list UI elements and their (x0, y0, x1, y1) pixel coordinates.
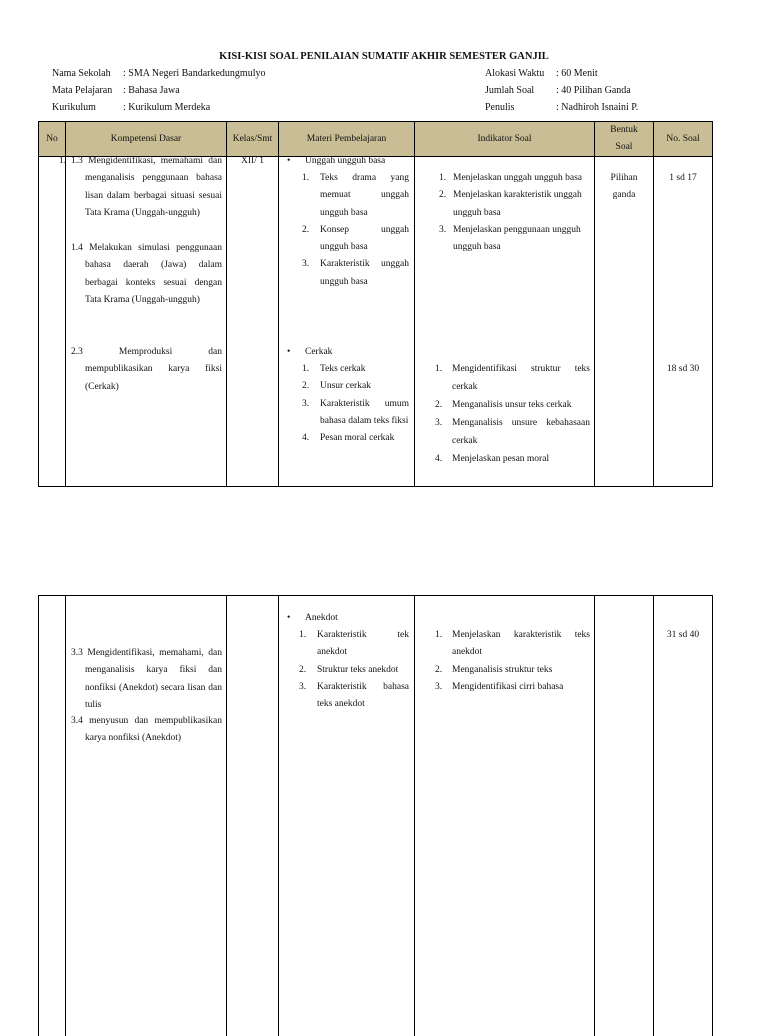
list-item: 4. Pesan moral cerkak (302, 433, 395, 444)
meta-curriculum (52, 102, 210, 113)
header-no: No (46, 133, 58, 144)
list-item: 3. Karakteristik umum bahasa dalam teks fiksi (302, 398, 409, 426)
row3-material-head: • Anekdot (287, 613, 338, 623)
meta-label: Mata Pelajaran (52, 85, 113, 96)
meta-value: : SMA Negeri Bandarkedungmulyo (123, 68, 266, 79)
meta-author (485, 102, 638, 113)
meta-subject (52, 85, 180, 96)
list-item: 2. Menganalisis unsur teks cerkak (435, 400, 572, 410)
row3-indicator-list (435, 627, 590, 696)
row1-number: 1. (59, 156, 67, 166)
list-item: 2. Unsur cerkak (302, 381, 371, 392)
list-item: 1. Teks drama yang memuat unggah ungguh basa (302, 173, 409, 218)
list-item: 2. Menganalisis struktur teks (435, 664, 553, 675)
row1-material-head: • Unggah ungguh basa (287, 156, 386, 166)
meta-time (485, 68, 598, 79)
header-form-line2: Soal (615, 142, 633, 152)
meta-label: Kurikulum (52, 102, 96, 113)
header-material: Materi Pembelajaran (306, 133, 387, 144)
list-item: 3. Menjelaskan penggunaan ungguh ungguh basa (439, 224, 581, 253)
meta-value: : Kurikulum Merdeka (123, 102, 211, 113)
row3-competency-1: 3.3 Mengidentifikasi, memahami, dan menganalisis karya fiksi dan nonfiksi (Anekdot) secara lisan dan tulis (71, 648, 222, 710)
header-class: Kelas/Smt (232, 133, 273, 144)
header-form (595, 122, 653, 156)
header-question-number: No. Soal (666, 133, 700, 144)
row3-question-number: 31 sd 40 (666, 630, 700, 640)
meta-label: Penulis (485, 102, 515, 113)
row3-material-list (299, 627, 409, 713)
row2-material-head: • Cerkak (287, 347, 333, 357)
row1-form: Pilihan ganda (610, 173, 638, 201)
list-item: 2. Konsep unggah ungguh basa (302, 224, 409, 253)
row1-competency-2: 1.4 Melakukan simulasi penggunaan bahasa daerah (Jawa) dalam berbagai konteks sesuai dengan Tata Krama (Unggah-ungguh) (71, 243, 222, 305)
meta-question-count (485, 85, 631, 96)
list-item: 3. Menganalisis unsure kebahasaan cerkak (435, 418, 590, 446)
row3-competency-2: 3.4 menyusun dan mempublikasikan karya nonfiksi (Anekdot) (71, 716, 222, 744)
list-item: 2. Menjelaskan karakteristik unggah ungguh basa (439, 190, 582, 218)
meta-school (52, 68, 265, 79)
row1-class: XII/ 1 (241, 156, 264, 166)
list-item: 1. Teks cerkak (302, 364, 366, 374)
list-item: 1. Menjelaskan karakteristik teks anekdot (435, 630, 590, 658)
row2-question-number: 18 sd 30 (666, 364, 700, 374)
list-item: 1. Mengidentifikasi struktur teks cerkak (435, 364, 590, 392)
row1-indicator-list (439, 170, 590, 256)
row1-material-list (302, 170, 409, 291)
list-item: 1. Menjelaskan unggah ungguh basa (439, 173, 583, 183)
meta-label: Nama Sekolah (52, 68, 111, 79)
row2-material-list (302, 361, 409, 447)
list-item: 3. Mengidentifikasi cirri bahasa (435, 681, 564, 692)
meta-value: : 40 Pilihan Ganda (556, 85, 631, 96)
document-title: KISI-KISI SOAL PENILAIAN SUMATIF AKHIR SEMESTER GANJIL (219, 51, 549, 62)
list-item: 1. Karakteristik tek anekdot (299, 630, 409, 658)
meta-value: : 60 Menit (556, 68, 598, 79)
list-item: 3. Karakteristik unggah ungguh basa (302, 259, 409, 287)
row2-competency: 2.3 Memproduksi dan mempublikasikan karya fiksi (Cerkak) (71, 347, 222, 392)
grid-table-page1 (38, 121, 713, 487)
grid-table-page2 (38, 595, 713, 1036)
header-indicator: Indikator Soal (477, 133, 532, 144)
list-item: 2. Struktur teks anekdot (299, 664, 399, 675)
meta-label: Jumlah Soal (485, 85, 535, 96)
meta-value: : Bahasa Jawa (123, 85, 180, 96)
row1-competency-1: 1.3 Mengidentifikasi, memahami dan menganalisis penggunaan bahasa lisan dalam berbagai situasi sesuai Tata Krama (Unggah-ungguh) (71, 156, 222, 218)
list-item: 3. Karakteristik bahasa teks anekdot (299, 681, 409, 710)
meta-label: Alokasi Waktu (485, 68, 545, 79)
list-item: 4. Menjelaskan pesan moral (435, 454, 550, 464)
meta-value: : Nadhiroh Isnaini P. (556, 102, 639, 113)
row1-question-number: 1 sd 17 (669, 173, 697, 183)
header-form-line1: Bentuk (610, 125, 638, 135)
header-competency: Kompetensi Dasar (110, 133, 182, 144)
row2-indicator-list (435, 360, 590, 468)
